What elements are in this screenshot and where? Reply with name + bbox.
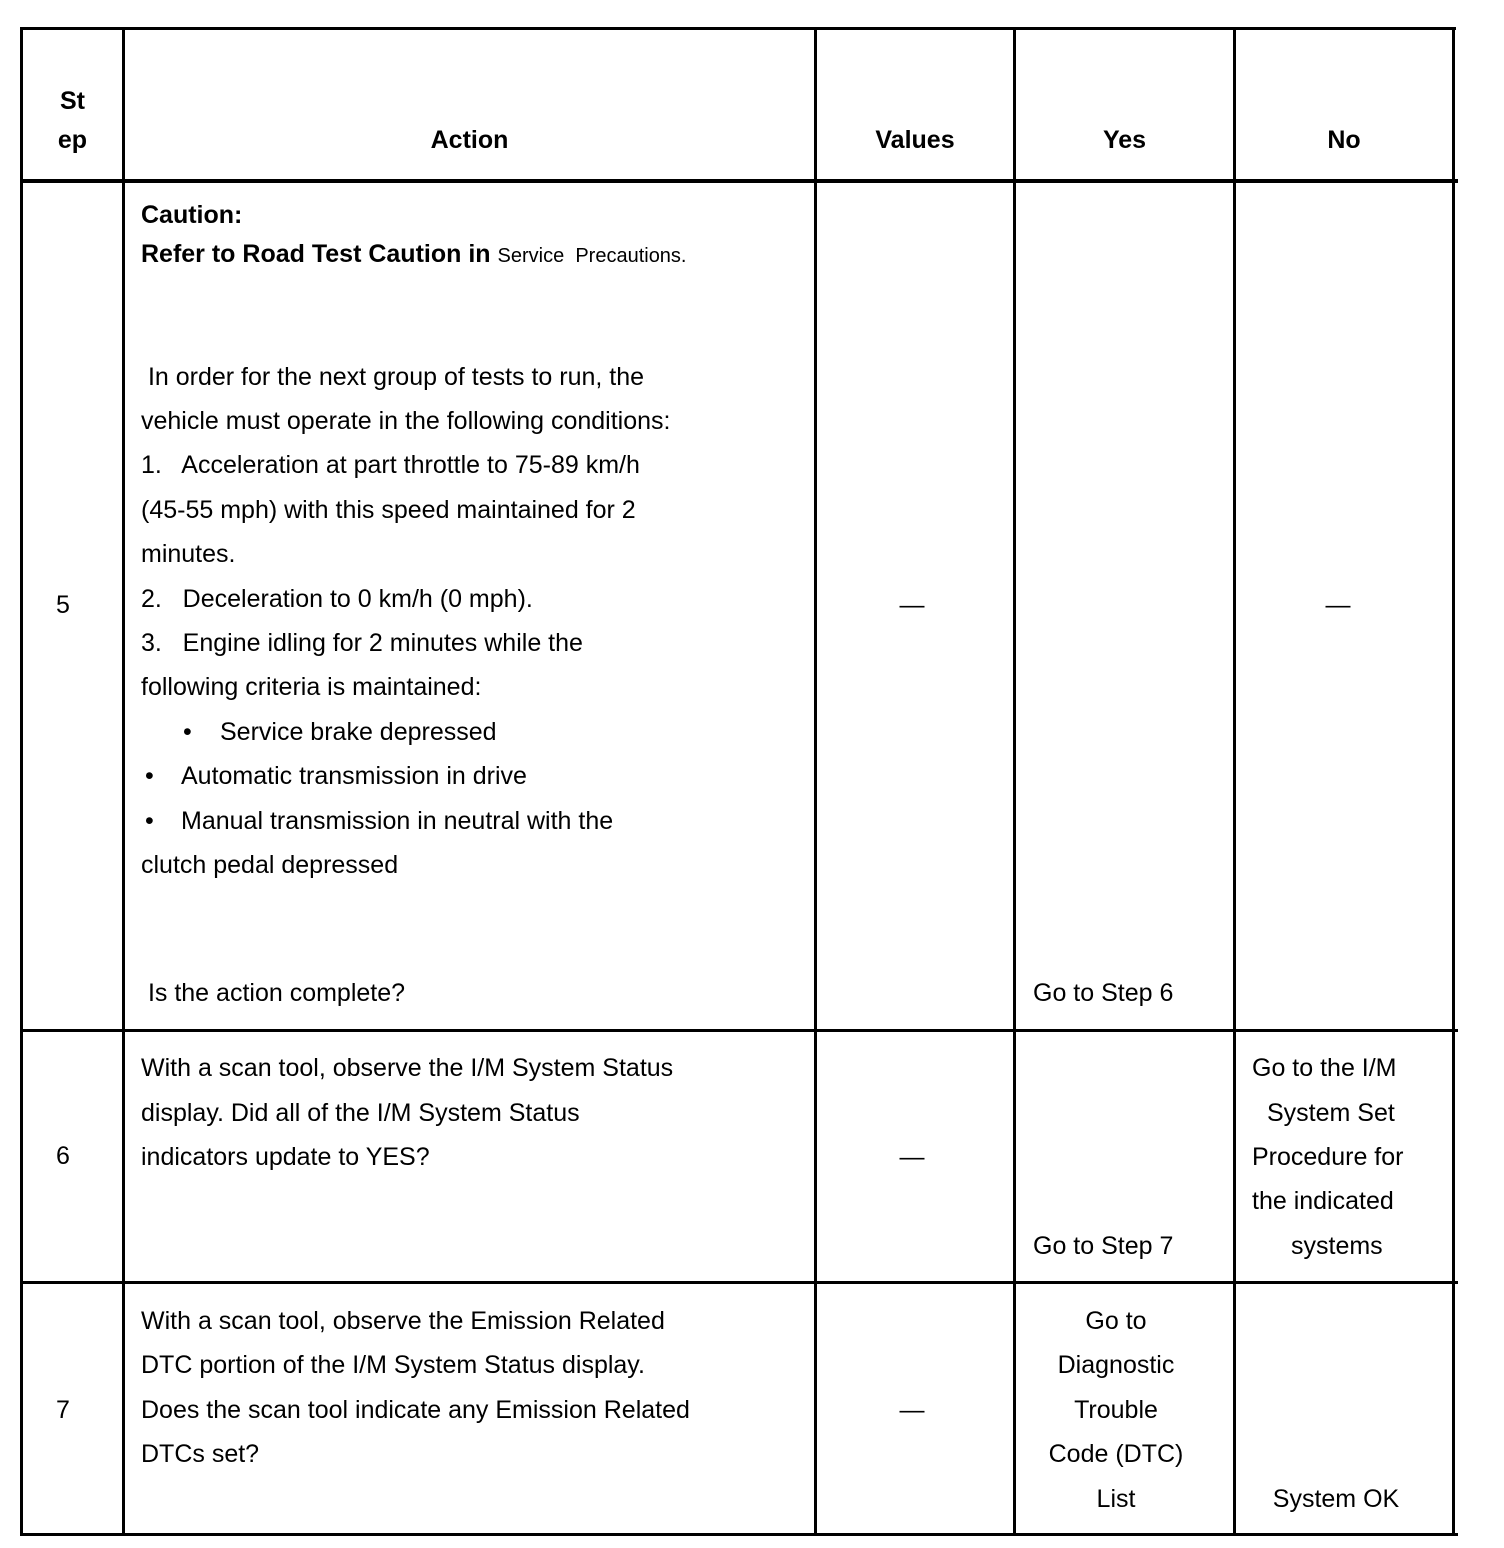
bullet-icon: • xyxy=(145,807,154,835)
no-line: the indicated xyxy=(1252,1187,1394,1215)
step-number: 5 xyxy=(56,591,70,619)
table-border-top xyxy=(20,27,1456,30)
header-step-line: St xyxy=(60,87,85,115)
no-line: Procedure for xyxy=(1252,1143,1404,1171)
row-divider xyxy=(20,1281,1458,1284)
bullet-icon: • xyxy=(145,762,154,790)
no-cell: System OK xyxy=(1272,1485,1400,1513)
action-line: DTC portion of the I/M System Status display. xyxy=(141,1351,645,1379)
condition-line: minutes. xyxy=(141,540,236,568)
no-line: Go to the I/M xyxy=(1252,1054,1397,1082)
yes-line: Go to xyxy=(1085,1307,1147,1335)
header-step xyxy=(23,86,122,155)
action-line: DTCs set? xyxy=(141,1440,260,1468)
condition-line: 1. Acceleration at part throttle to 75-89 km/h xyxy=(141,451,640,479)
table-border-right xyxy=(1452,27,1455,1536)
values-cell: — xyxy=(899,1396,925,1424)
column-divider xyxy=(1233,27,1236,1536)
column-divider xyxy=(122,27,125,1536)
values-cell: — xyxy=(899,1143,925,1171)
action-line: In order for the next group of tests to run, the xyxy=(141,363,645,391)
yes-line: Diagnostic xyxy=(1057,1351,1175,1379)
action-line: display. Did all of the I/M System Status xyxy=(141,1099,580,1127)
no-line: System Set xyxy=(1267,1099,1395,1127)
criteria-item: Manual transmission in neutral with the xyxy=(181,807,614,835)
criteria-continuation: clutch pedal depressed xyxy=(141,851,399,879)
header-values: Values xyxy=(875,126,955,154)
criteria-item: Service brake depressed xyxy=(220,718,497,746)
header-bottom-rule xyxy=(20,179,1458,183)
header-no: No xyxy=(1327,126,1361,154)
bullet-icon: • xyxy=(183,718,192,746)
action-line: vehicle must operate in the following conditions: xyxy=(141,407,671,435)
header-step-line: ep xyxy=(57,126,88,154)
yes-line: List xyxy=(1096,1485,1136,1513)
table-border-left xyxy=(20,27,23,1536)
yes-cell: Go to Step 7 xyxy=(1033,1232,1174,1260)
action-line: With a scan tool, observe the Emission Related xyxy=(141,1307,665,1335)
column-divider xyxy=(814,27,817,1536)
no-line: systems xyxy=(1291,1232,1383,1260)
action-question: Is the action complete? xyxy=(141,979,406,1007)
step-number: 7 xyxy=(56,1396,70,1424)
condition-line: 2. Deceleration to 0 km/h (0 mph). xyxy=(141,585,533,613)
values-cell: — xyxy=(899,591,925,619)
condition-line: following criteria is maintained: xyxy=(141,673,482,701)
criteria-item: Automatic transmission in drive xyxy=(181,762,527,790)
action-line: indicators update to YES? xyxy=(141,1143,430,1171)
yes-line: Trouble xyxy=(1074,1396,1158,1424)
header-yes: Yes xyxy=(1102,126,1147,154)
caution-text xyxy=(141,239,687,271)
step-number: 6 xyxy=(56,1142,70,1170)
table-border-bottom xyxy=(20,1533,1458,1536)
header-action: Action xyxy=(430,126,509,154)
no-cell: — xyxy=(1325,591,1351,619)
caution-text-main: Refer to Road Test Caution in xyxy=(141,240,491,268)
caution-title: Caution: xyxy=(141,201,243,229)
service-precautions-link[interactable]: Service Precautions. xyxy=(497,245,687,267)
yes-cell: Go to Step 6 xyxy=(1033,979,1174,1007)
action-line: With a scan tool, observe the I/M System Status xyxy=(141,1054,674,1082)
row-divider xyxy=(20,1029,1458,1032)
condition-line: (45-55 mph) with this speed maintained for 2 xyxy=(141,496,636,524)
yes-line: Code (DTC) xyxy=(1048,1440,1184,1468)
action-line: Does the scan tool indicate any Emission Related xyxy=(141,1396,690,1424)
condition-line: 3. Engine idling for 2 minutes while the xyxy=(141,629,583,657)
